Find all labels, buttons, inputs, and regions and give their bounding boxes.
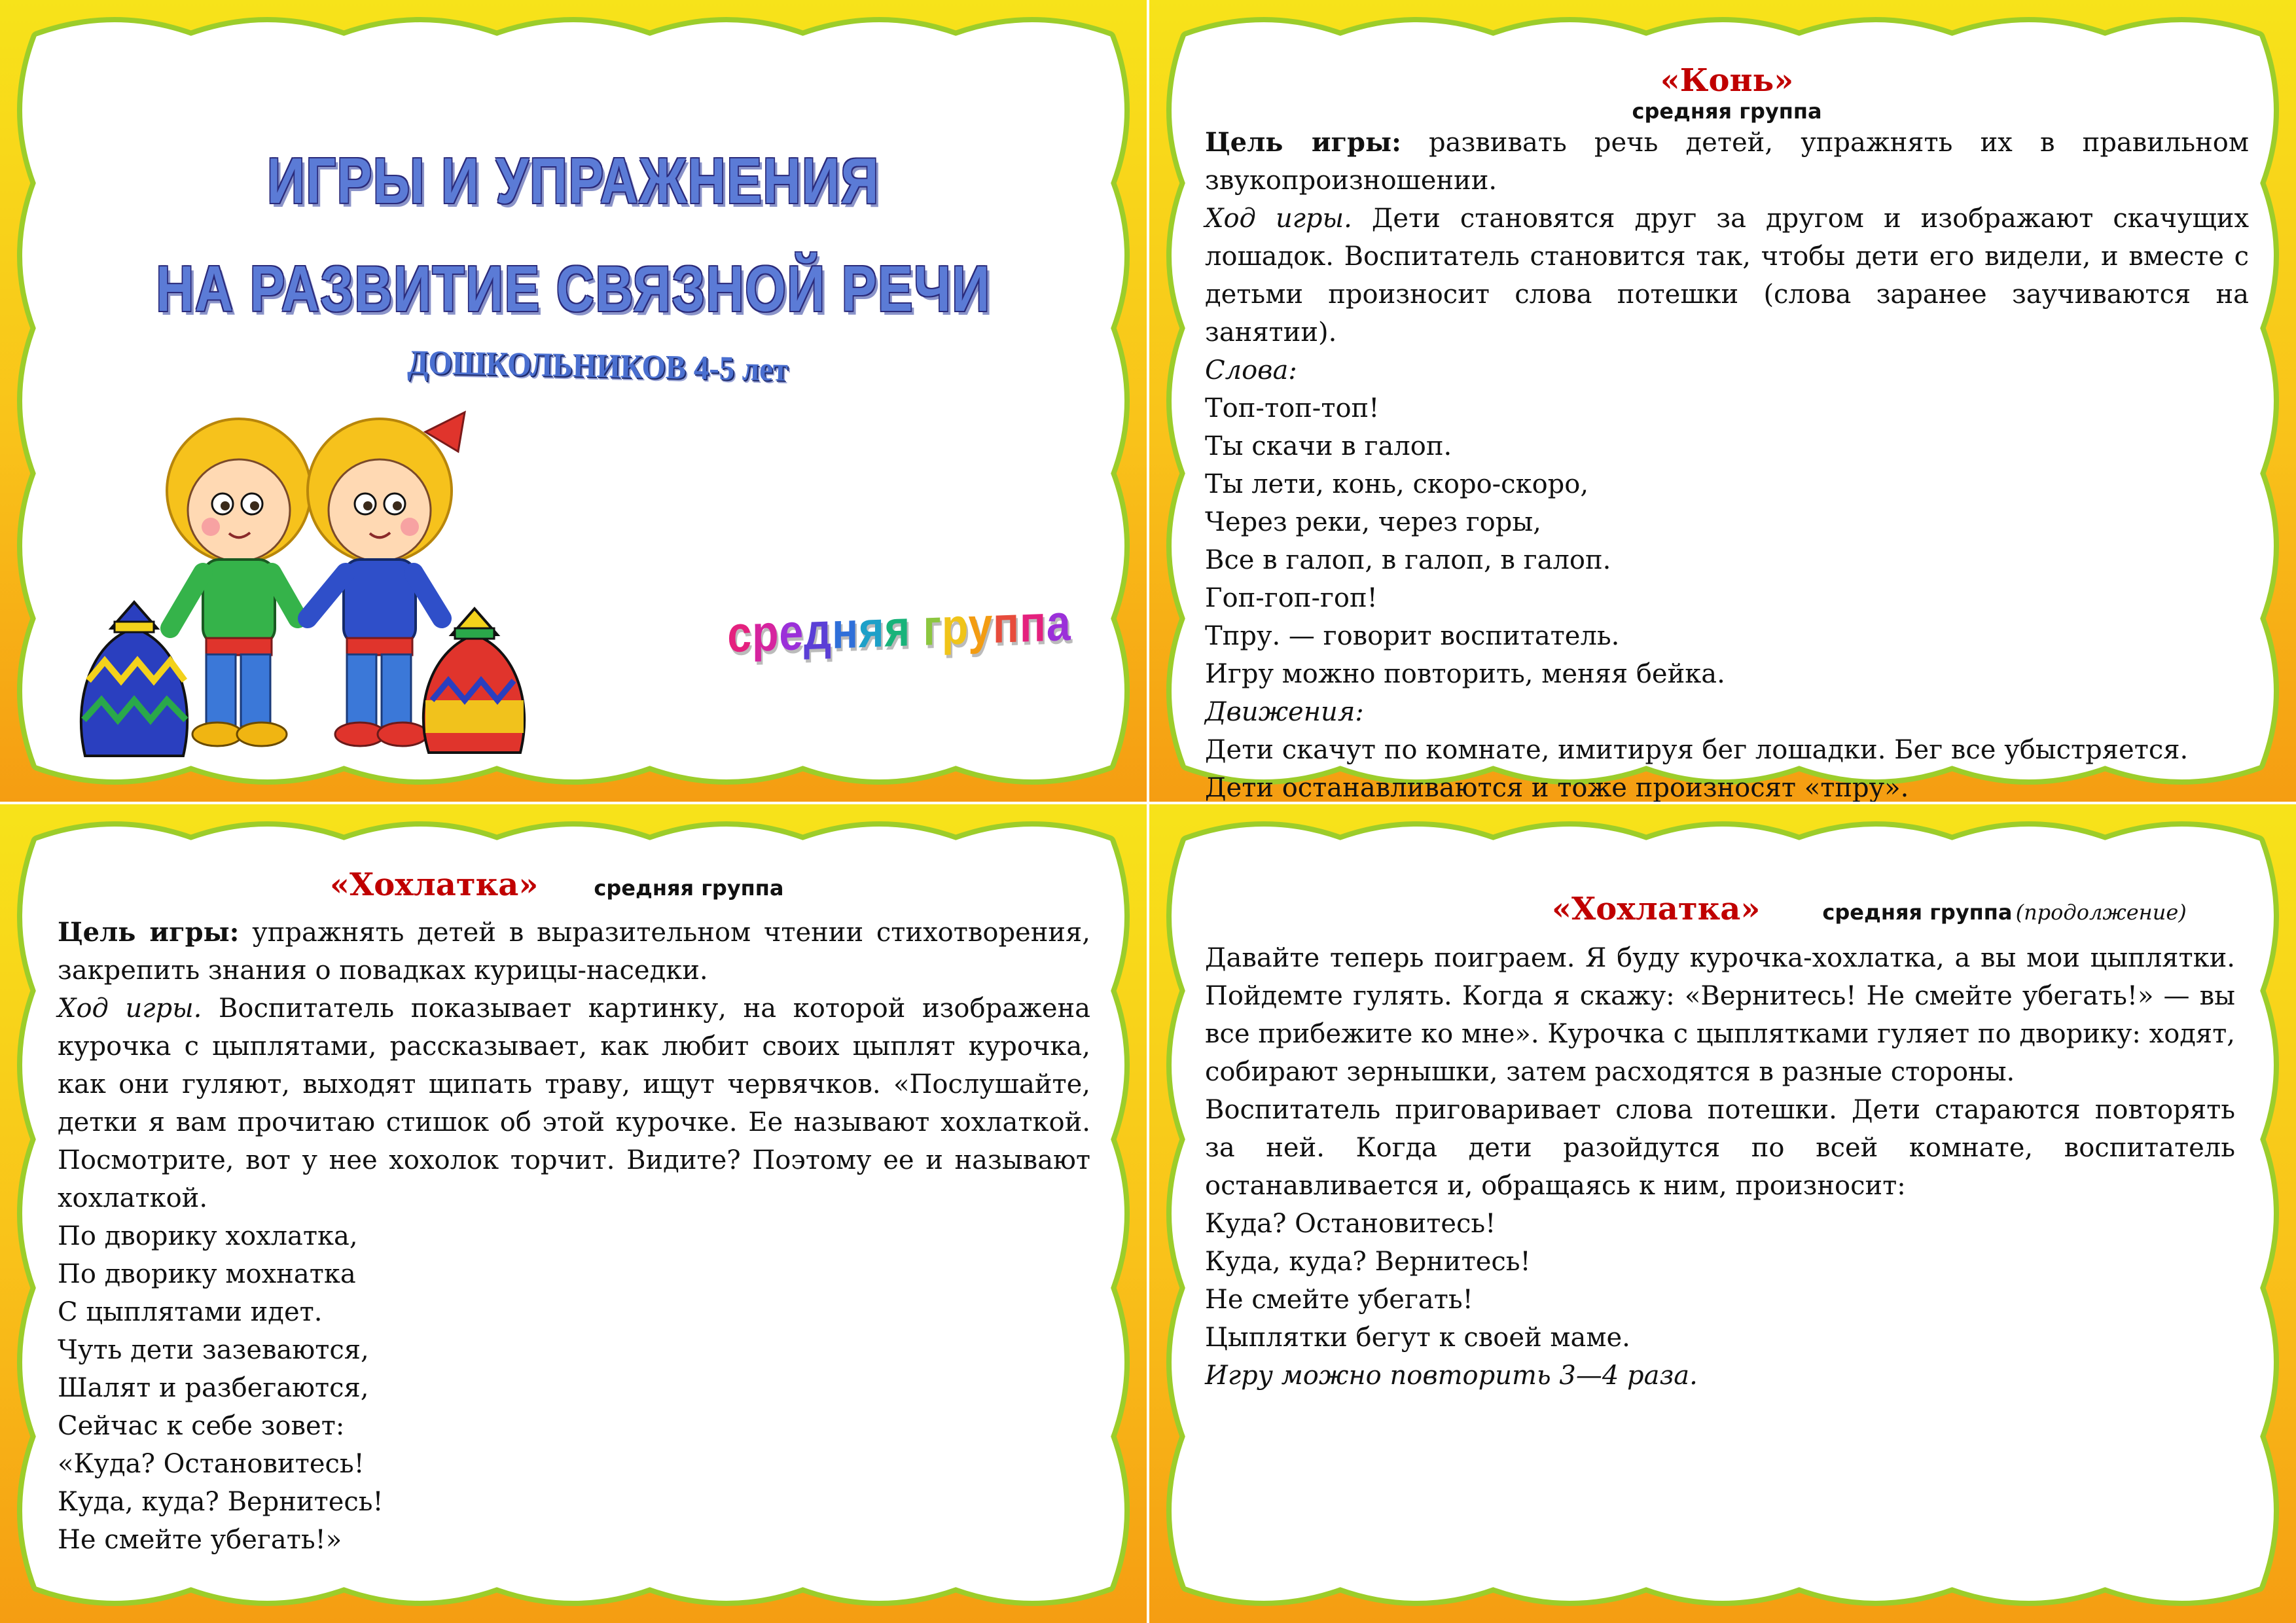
paragraph-2: Воспитатель приговаривает слова потешки. Дети стараются повторять за ней. Когда дети разойдутся по всей комнате, воспитатель останавливается и, обращаясь к ним, произносит: xyxy=(1205,1095,2235,1201)
goal-text: развивать речь детей, упражнять их в правильном звукопроизношении. xyxy=(1205,128,2249,196)
text-line: Игру можно повторить, меняя бейка. xyxy=(1205,659,1725,689)
words-label: Слова: xyxy=(1205,355,1297,385)
course-paragraph xyxy=(58,990,1090,1217)
goal-paragraph xyxy=(58,914,1090,990)
text-line: Цыплятки бегут к своей маме. xyxy=(1205,1323,1630,1353)
wordart-letter xyxy=(910,599,923,657)
text-line: Не смейте убегать!» xyxy=(58,1525,342,1555)
middle-group-wordart xyxy=(727,593,1071,664)
text-line: Сейчас к себе зовет: xyxy=(58,1411,345,1441)
card-hohlatka xyxy=(0,804,1147,1623)
wordart-letter: с xyxy=(727,604,753,664)
cover-subtitle: ДОШКОЛЬНИКОВ 4-5 лет xyxy=(406,344,789,389)
final-note: Игру можно повторить 3—4 раза. xyxy=(1205,1361,1698,1391)
text-line: Ты лети, конь, скоро-скоро, xyxy=(1205,469,1589,499)
text-line: Не смейте убегать! xyxy=(1205,1285,1473,1315)
text-line: Шалят и разбегаются, xyxy=(58,1373,369,1403)
text-line: Через реки, через горы, xyxy=(1205,507,1541,537)
card-title: «Хохлатка» xyxy=(330,866,539,903)
wordart-letter: е xyxy=(779,603,804,662)
text-line: Дети скачут по комнате, имитируя бег лошадки. Бег все убыстряется. xyxy=(1205,735,2189,765)
course-label: Ход игры. xyxy=(1205,204,1352,234)
goal-label: Цель игры: xyxy=(58,917,240,948)
card-title: «Конь» xyxy=(1660,62,1794,99)
group-label: средняя группа xyxy=(594,876,784,901)
right-gift-bag xyxy=(423,609,524,753)
poem-lines xyxy=(58,1217,1090,1559)
moves-lines xyxy=(1205,731,2249,802)
course-text: Дети становятся друг за другом и изображают скачущих лошадок. Воспитатель становится так, чтобы дети его видели, и вместе с детьми произносит слова потешки (слова заранее заучиваются на занятии). xyxy=(1205,204,2250,348)
goal-label: Цель игры: xyxy=(1205,127,1401,158)
moves-label: Движения: xyxy=(1205,697,1364,727)
card-title: «Хохлатка» xyxy=(1552,891,1761,927)
text-line: Топ-топ-топ! xyxy=(1205,393,1380,423)
text-line: Куда, куда? Вернитесь! xyxy=(58,1487,384,1517)
course-label: Ход игры. xyxy=(58,993,202,1024)
text-line: Дети останавливаются и тоже произносят «тпру». xyxy=(1205,773,1909,802)
wordart-letter: р xyxy=(941,597,969,656)
poem-lines xyxy=(1205,389,2249,693)
course-text: Воспитатель показывает картинку, на которой изображена курочка с цыплятами, рассказывает, как любит своих цыплят курочка, как они гуляют, выходят щипать траву, ищут червячков. «Послушайте, детки я вам прочитаю стишок об этой курочке. Ее называют хохлаткой. Посмотрите, вот у нее хохолок торчит. Видите? Поэтому ее и называют хохлаткой. xyxy=(58,993,1091,1213)
text-line: Гоп-гоп-гоп! xyxy=(1205,583,1378,613)
text-line: Куда, куда? Вернитесь! xyxy=(1205,1247,1531,1277)
paragraph-1: Давайте теперь поиграем. Я буду курочка-хохлатка, а вы мои цыплятки. Пойдемте гулять. Когда я скажу: «Вернитесь! Не смейте убегать!» — вы все прибежите ко мне». Курочка с цыплятками гуляет по дворику: ходят, собирают зернышки, затем расходятся в разные стороны. xyxy=(1205,943,2235,1087)
course-paragraph xyxy=(1205,200,2249,351)
group-label: средняя группа xyxy=(1822,900,2013,925)
wordart-letter: п xyxy=(993,595,1020,654)
text-line: Ты скачи в галоп. xyxy=(1205,431,1452,461)
cover-title-line1: ИГРЫ И УПРАЖНЕНИЯ xyxy=(266,145,880,217)
wordart-letter: г xyxy=(923,597,942,656)
wordart-letter: п xyxy=(1019,594,1047,653)
boy-figure xyxy=(167,419,311,746)
wordart-letter: я xyxy=(884,599,911,658)
card-kon xyxy=(1149,0,2296,802)
text-line: «Куда? Остановитесь! xyxy=(58,1449,365,1479)
text-line: Чуть дети зазеваются, xyxy=(58,1335,369,1365)
goal-text: упражнять детей в выразительном чтении стихотворения, закрепить знания о повадках курицы-наседки. xyxy=(58,918,1090,986)
cover-card xyxy=(0,0,1147,802)
text-line: Куда? Остановитесь! xyxy=(1205,1209,1496,1239)
text-line: По дворику мохнатка xyxy=(58,1259,356,1289)
wordart-letter: н xyxy=(832,601,859,660)
card-hohlatka-continued xyxy=(1149,804,2296,1623)
wordart-letter: а xyxy=(1046,593,1071,652)
children-illustration xyxy=(72,393,530,759)
wordart-letter: д xyxy=(804,601,833,661)
poem-lines xyxy=(1205,1205,2235,1357)
wordart-letter: р xyxy=(752,603,780,662)
text-line: Тпру. — говорит воспитатель. xyxy=(1205,621,1620,651)
continued-label: (продолжение) xyxy=(2015,900,2187,925)
text-line: Все в галоп, в галоп, в галоп. xyxy=(1205,545,1611,575)
goal-paragraph xyxy=(1205,124,2249,200)
group-label: средняя группа xyxy=(1632,99,1822,124)
text-line: С цыплятами идет. xyxy=(58,1297,323,1327)
text-line: По дворику хохлатка, xyxy=(58,1221,358,1251)
wordart-letter: у xyxy=(968,596,994,655)
wordart-letter: я xyxy=(859,599,885,659)
cover-title-line2: НА РАЗВИТИЕ СВЯЗНОЙ РЕЧИ xyxy=(156,253,991,325)
